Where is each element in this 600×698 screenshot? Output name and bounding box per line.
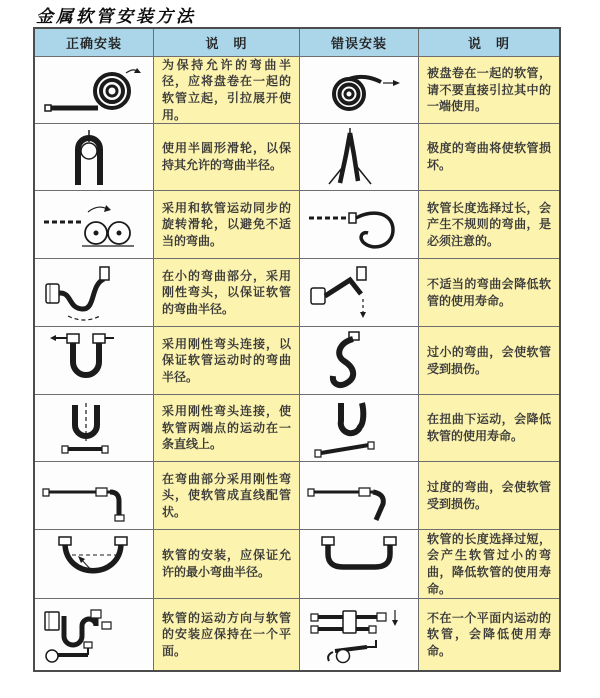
header-correct-installation: 正确安装 <box>35 29 154 57</box>
table-row-7-correct-desc: 在弯曲部分采用刚性弯头，使软管成直线配管状。 <box>154 462 300 530</box>
table-row-1-correct-figure <box>35 57 154 124</box>
twisted-u-loop-icon <box>303 398 415 458</box>
straight-pipe-with-rigid-elbow-icon <box>38 466 150 526</box>
table-row-5-correct-figure <box>35 327 154 395</box>
table-row-8-correct-desc: 软管的安装，应保证允许的最小弯曲半径。 <box>154 530 300 599</box>
table-row-8-wrong-figure <box>300 530 419 599</box>
table-row-4-wrong-desc: 不适当的弯曲会降低软管的使用寿命。 <box>419 259 559 327</box>
single-plane-hose-routing-icon <box>38 604 150 666</box>
table-row-6-correct-figure <box>35 395 154 462</box>
overlong-hose-irregular-bend-icon <box>303 196 415 254</box>
table-row-9-wrong-desc: 不在一个平面内运动的软管，会降低使用寿命。 <box>419 599 559 670</box>
table-row-8-wrong-desc: 软管的长度选择过短，会产生软管过小的弯曲，降低软管的使用寿命。 <box>419 530 559 599</box>
table-row-5-wrong-figure <box>300 327 419 395</box>
table-row-9-correct-figure <box>35 599 154 670</box>
rigid-elbow-u-connection-icon <box>38 331 150 391</box>
page-title: 金属软管安装方法 <box>36 7 196 27</box>
table-row-6-wrong-figure <box>300 395 419 462</box>
header-correct-description: 说 明 <box>154 29 300 57</box>
table-row-4-wrong-figure <box>300 259 419 327</box>
overbent-hose-elbow-icon <box>303 466 415 526</box>
table-row-1-wrong-desc: 被盘卷在一起的软管，请不要直接引拉其中的一端使用。 <box>419 57 559 124</box>
undersized-bend-loop-icon <box>303 331 415 391</box>
installation-table <box>33 27 561 672</box>
table-row-2-wrong-desc: 极度的弯曲将使软管损坏。 <box>419 124 559 191</box>
table-row-7-wrong-figure <box>300 462 419 530</box>
rigid-elbow-at-small-bend-icon <box>38 263 150 323</box>
table-row-3-wrong-desc: 软管长度选择过长，会产生不规则的弯曲，是必须注意的。 <box>419 191 559 259</box>
table-row-4-correct-figure <box>35 259 154 327</box>
table-row-2-wrong-figure <box>300 124 419 191</box>
u-loop-inline-motion-icon <box>38 398 150 458</box>
improper-sharp-bend-icon <box>303 263 415 323</box>
table-row-2-correct-desc: 使用半圆形滑轮，以保持其允许的弯曲半径。 <box>154 124 300 191</box>
out-of-plane-hose-routing-icon <box>303 604 415 666</box>
header-wrong-installation: 错误安装 <box>300 29 419 57</box>
table-row-3-correct-figure <box>35 191 154 259</box>
too-short-flat-bend-icon <box>303 534 415 594</box>
table-row-9-correct-desc: 软管的运动方向与软管的安装应保持在一个平面。 <box>154 599 300 670</box>
hose-extreme-fold-icon <box>303 127 415 187</box>
minimum-bend-radius-u-icon <box>38 534 150 594</box>
hose-over-semicircular-pulley-icon <box>38 127 150 187</box>
table-row-5-wrong-desc: 过小的弯曲，会使软管受到损伤。 <box>419 327 559 395</box>
table-row-2-correct-figure <box>35 124 154 191</box>
table-row-1-wrong-figure <box>300 57 419 124</box>
table-row-4-correct-desc: 在小的弯曲部分，采用刚性弯头，以保证软管的弯曲半径。 <box>154 259 300 327</box>
table-row-1-correct-desc: 为保持允许的弯曲半径，应将盘卷在一起的软管立起，引拉展开使用。 <box>154 57 300 124</box>
table-row-6-wrong-desc: 在扭曲下运动，会降低软管的使用寿命。 <box>419 395 559 462</box>
table-row-9-wrong-figure <box>300 599 419 670</box>
table-row-7-wrong-desc: 过度的弯曲，会使软管受到损伤。 <box>419 462 559 530</box>
coiled-hose-standing-unroll-icon <box>38 61 150 119</box>
table-row-8-correct-figure <box>35 530 154 599</box>
synchronized-rotating-pulleys-icon <box>38 196 150 254</box>
table-row-6-correct-desc: 采用刚性弯头连接，使软管两端点的运动在一条直线上。 <box>154 395 300 462</box>
table-row-3-wrong-figure <box>300 191 419 259</box>
table-row-3-correct-desc: 采用和软管运动同步的旋转滑轮，以避免不适当的弯曲。 <box>154 191 300 259</box>
table-row-7-correct-figure <box>35 462 154 530</box>
coiled-hose-end-pulled-icon <box>303 61 415 119</box>
table-row-5-correct-desc: 采用刚性弯头连接，以保证软管运动时的弯曲半径。 <box>154 327 300 395</box>
header-wrong-description: 说 明 <box>419 29 559 57</box>
